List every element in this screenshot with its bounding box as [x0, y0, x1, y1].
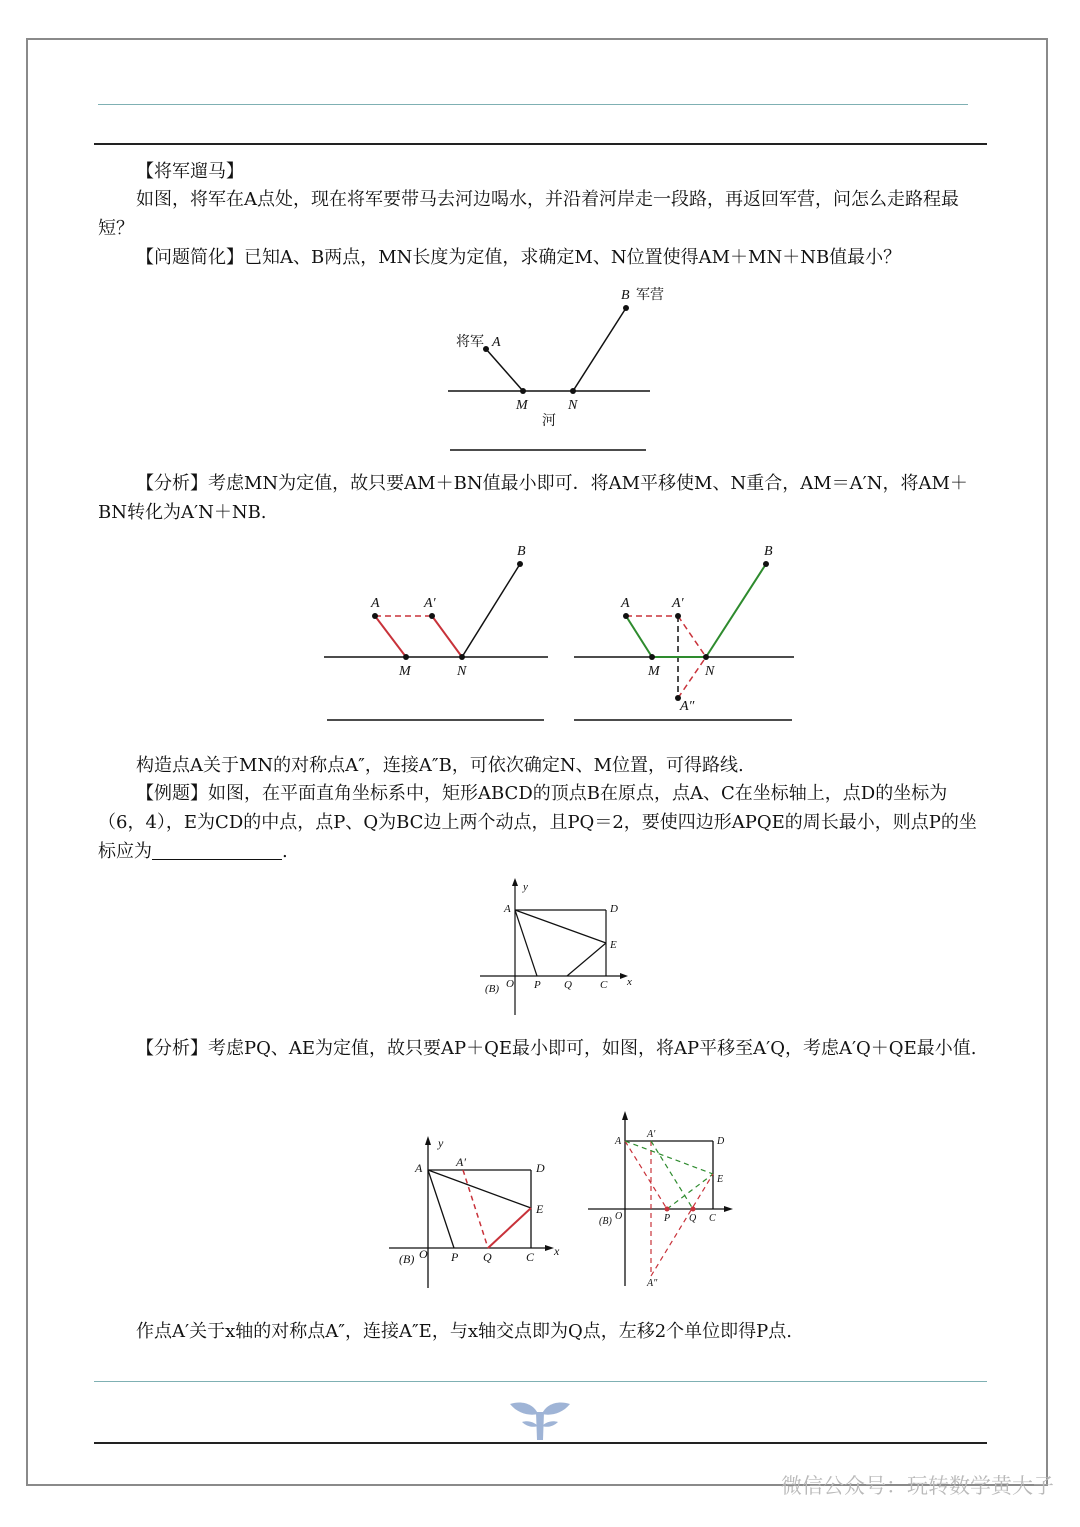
label-x: x	[627, 976, 632, 988]
label-A: A	[415, 1161, 423, 1175]
river-figure	[440, 280, 680, 460]
label-D: D	[610, 903, 618, 915]
label-E: E	[717, 1174, 724, 1185]
label-D: D	[536, 1161, 545, 1175]
construction-text: 构造点A关于MN的对称点A″，连接A″B，可依次确定N、M位置，可得路线.	[136, 755, 744, 776]
label-O: O	[615, 1211, 623, 1222]
translation-coordinate-figure	[382, 1132, 572, 1292]
example-text	[98, 779, 986, 866]
footer-rule-color	[94, 1381, 987, 1382]
label-P: P	[664, 1213, 671, 1224]
label-C: C	[709, 1213, 716, 1224]
label-B: B	[517, 544, 526, 559]
label-B: (B)	[399, 1252, 415, 1266]
label-E: E	[536, 1202, 544, 1216]
label-N: N	[457, 664, 467, 679]
label-A: A	[504, 903, 511, 915]
label-x: x	[554, 1244, 560, 1258]
header-rule-color	[98, 104, 968, 105]
label-A-double-prime: A″	[647, 1278, 658, 1289]
label-y: y	[438, 1136, 444, 1150]
label-D: D	[717, 1136, 725, 1147]
label-N: N	[705, 664, 715, 679]
label-M: M	[516, 398, 528, 413]
label-A-prime: A′	[456, 1155, 466, 1169]
header-rule	[94, 143, 987, 145]
label-general: 将军	[456, 335, 484, 350]
label-B: (B)	[599, 1216, 612, 1227]
coordinate-figure	[478, 875, 648, 1020]
label-camp: 军营	[636, 288, 664, 303]
label-Q: Q	[483, 1250, 492, 1264]
label-y: y	[523, 881, 528, 893]
label-E: E	[610, 939, 617, 951]
label-A-prime: A′	[672, 596, 684, 611]
logo-icon	[508, 1398, 572, 1442]
analysis-2: 【分析】考虑PQ、AE为定值，故只要AP＋QE最小即可，如图，将AP平移至A′Q，考虑A′Q＋QE最小值.	[136, 1038, 977, 1059]
label-P: P	[451, 1250, 459, 1264]
label-A: A	[371, 596, 380, 611]
label-A-prime: A′	[647, 1129, 656, 1140]
answer-blank	[152, 843, 282, 860]
label-B: B	[764, 544, 773, 559]
problem-intro: 如图，将军在A点处，现在将军要带马去河边喝水，并沿着河岸走一段路，再返回军营，问怎么走路程最短？	[98, 189, 959, 239]
label-A: A	[621, 596, 630, 611]
label-Q: Q	[689, 1213, 697, 1224]
label-P: P	[534, 979, 541, 991]
label-O: O	[419, 1247, 428, 1261]
label-A: A	[615, 1136, 622, 1147]
section-title: 【将军遛马】	[136, 161, 244, 182]
analysis-1: 【分析】考虑MN为定值，故只要AM＋BN值最小即可．将AM平移使M、N重合，AM＝A′N，将AM＋BN转化为A′N＋NB.	[98, 473, 968, 523]
footer-rule	[94, 1442, 987, 1444]
problem-simplified: 【问题简化】已知A、B两点，MN长度为定值，求确定M、N位置使得AM＋MN＋NB值最小？	[136, 247, 902, 268]
label-O: O	[506, 978, 514, 990]
label-N: N	[568, 398, 578, 413]
label-A-double-prime: A″	[680, 699, 695, 714]
label-A-prime: A′	[424, 596, 436, 611]
label-M: M	[399, 664, 411, 679]
example-end: .	[282, 841, 288, 862]
label-C: C	[526, 1250, 535, 1264]
label-river: 河	[542, 414, 556, 429]
label-Q: Q	[564, 979, 572, 991]
reflection-figure-right	[570, 540, 810, 730]
example-body: 【例题】如图，在平面直角坐标系中，矩形ABCD的顶点B在原点，点A、C在坐标轴上，点D的坐标为（6，4），E为CD的中点，点P、Q为BC边上两个动点，且PQ＝2，要使四边形APQE的周长最小，则点P的坐标应为	[98, 783, 977, 862]
label-A: A	[492, 335, 501, 350]
translation-figure-left	[320, 540, 560, 730]
watermark: 微信公众号：玩转数学黄大子	[781, 1474, 1054, 1498]
label-B: B	[621, 288, 630, 303]
final-step: 作点A′关于x轴的对称点A″，连接A″E，与x轴交点即为Q点，左移2个单位即得P点.	[136, 1321, 793, 1342]
label-C: C	[600, 979, 608, 991]
label-M: M	[648, 664, 660, 679]
label-B: (B)	[485, 983, 500, 995]
reflection-coordinate-figure	[585, 1106, 745, 1292]
